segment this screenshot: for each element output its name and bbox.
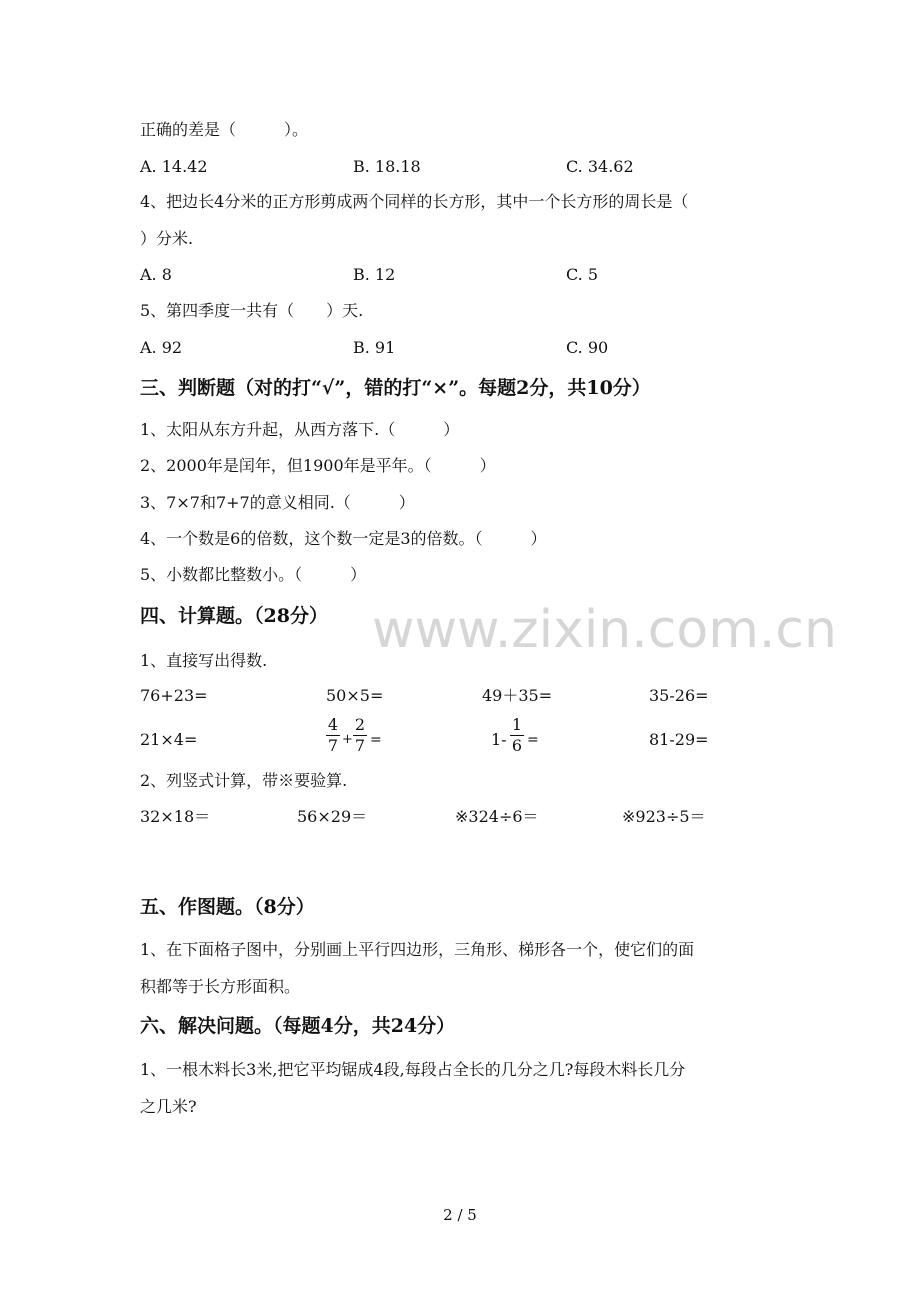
watermark: www.zixin.com.cn xyxy=(372,600,837,660)
fraction-denominator: 6 xyxy=(511,736,523,755)
word-problem-line2: 之几米? xyxy=(140,1097,197,1116)
option-c: C. 5 xyxy=(566,265,599,284)
fraction-numerator: 4 xyxy=(327,715,339,734)
fraction-2-7 xyxy=(352,716,368,755)
calc-sub-1: 1、直接写出得数. xyxy=(140,651,268,670)
fraction-denominator: 7 xyxy=(354,736,366,755)
vertical-calc-item: 56×29＝ xyxy=(297,807,368,826)
option-b: B. 91 xyxy=(353,338,396,357)
section-6-heading: 六、解决问题。（每题4分，共24分） xyxy=(140,1015,456,1037)
calc-sub-2: 2、列竖式计算，带※要验算. xyxy=(140,771,348,790)
section-5-heading: 五、作图题。（8分） xyxy=(140,896,315,918)
fraction-numerator: 2 xyxy=(354,715,366,734)
plus-sign: + xyxy=(342,732,353,747)
option-a: A. 14.42 xyxy=(140,157,208,176)
drawing-question-line1: 1、在下面格子图中，分别画上平行四边形，三角形、梯形各一个，使它们的面 xyxy=(140,940,695,959)
equals-sign: = xyxy=(370,732,382,748)
question-4-line1: 4、把边长4分米的正方形剪成两个同样的长方形，其中一个长方形的周长是（ xyxy=(140,192,689,211)
vertical-calc-item: ※324÷6＝ xyxy=(455,807,539,826)
calc-item: 50×5= xyxy=(326,686,384,705)
question-3-tail: 正确的差是（ ）。 xyxy=(140,120,309,139)
vertical-calc-item: 32×18＝ xyxy=(140,807,211,826)
judge-item-2: 2、2000年是闰年，但1900年是平年。（ ） xyxy=(140,456,496,475)
option-a: A. 8 xyxy=(140,265,172,284)
judge-item-3: 3、7×7和7+7的意义相同.（ ） xyxy=(140,493,415,512)
section-4-heading: 四、计算题。（28分） xyxy=(140,605,328,627)
one-minus: 1- xyxy=(491,730,507,749)
calc-item: 76+23= xyxy=(140,686,208,705)
drawing-question-line2: 积都等于长方形面积。 xyxy=(140,977,301,996)
option-c: C. 90 xyxy=(566,338,609,357)
option-b: B. 18.18 xyxy=(353,157,421,176)
calc-item: 81-29= xyxy=(649,730,709,749)
judge-item-4: 4、一个数是6的倍数，这个数一定是3的倍数。（ ） xyxy=(140,529,547,548)
calc-item: 49＋35= xyxy=(482,686,553,705)
section-3-heading: 三、判断题（对的打“√”，错的打“×”。每题2分，共10分） xyxy=(140,377,651,399)
fraction-numerator: 1 xyxy=(511,715,523,734)
word-problem-line1: 1、一根木料长3米,把它平均锯成4段,每段占全长的几分之几?每段木料长几分 xyxy=(140,1060,686,1079)
question-4-line2: ）分米. xyxy=(140,229,194,248)
judge-item-1: 1、太阳从东方升起，从西方落下.（ ） xyxy=(140,420,460,439)
fraction-1-6 xyxy=(509,716,525,755)
judge-item-5: 5、小数都比整数小。（ ） xyxy=(140,565,367,584)
page-number: 2 / 5 xyxy=(443,1206,477,1224)
option-c: C. 34.62 xyxy=(566,157,634,176)
fraction-4-7 xyxy=(325,716,341,755)
option-a: A. 92 xyxy=(140,338,183,357)
vertical-calc-item: ※923÷5＝ xyxy=(622,807,706,826)
calc-item: 21×4= xyxy=(140,730,198,749)
question-5: 5、第四季度一共有（ ）天. xyxy=(140,301,364,320)
option-b: B. 12 xyxy=(353,265,396,284)
calc-item: 35-26= xyxy=(649,686,709,705)
equals-sign: = xyxy=(527,732,539,748)
fraction-denominator: 7 xyxy=(327,736,339,755)
